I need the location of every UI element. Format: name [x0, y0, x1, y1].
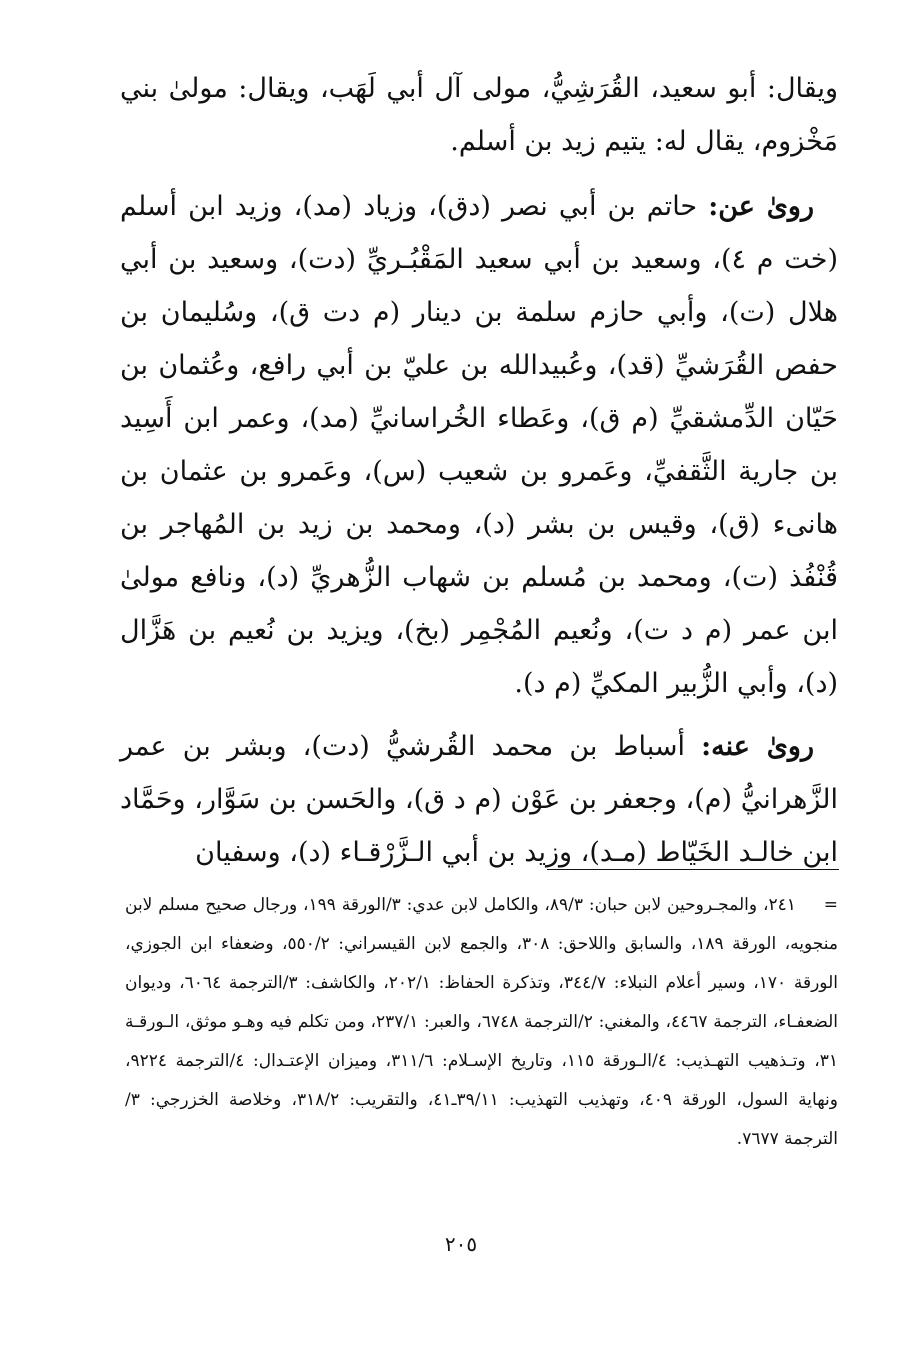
footnote-separator — [547, 869, 839, 870]
paragraph-narrated-by — [120, 720, 838, 879]
narrated-by-label: روىٰ عنه: — [701, 731, 814, 762]
narrated-from-label: روىٰ عن: — [708, 191, 814, 222]
page-number: ٢٠٥ — [444, 1232, 478, 1256]
narrated-by-text: أسباط بن محمد القُرشيُّ (دت)، وبشر بن عمر الزَّهرانيُّ (م)، وجعفر بن عَوْن (م د ق)، والحَسن بن سَوَّار، وحَمَّاد ابن خالـد الخَيّاط (مـد)، وزيد بن أبي الـزَّرْقـاء (د)، وسفيان — [120, 731, 838, 868]
main-text — [120, 62, 838, 879]
narrated-from-text: حاتم بن أبي نصر (دق)، وزياد (مد)، وزيد ابن أسلم (خت م ٤)، وسعيد بن أبي سعيد المَقْبُـريِّ (دت)، وسعيد بن أبي هلال (ت)، وأبي حازم سلمة بن دينار (م دت ق)، وسُليمان بن حفص القُرَشيِّ (قد)، وعُبيدالله بن عليّ بن أبي رافع، وعُثمان بن حَيّان الدِّمشقيِّ (م ق)، وعَطاء الخُراسانيِّ (مد)، وعمر ابن أَسِيد بن جارية الثَّقفيِّ، وعَمرو بن شعيب (س)، وعَمرو بن عثمان بن هانىء (ق)، وقيس بن بشر (د)، ومحمد بن زيد بن المُهاجر بن قُنْفُذ (ت)، ومحمد بن مُسلم بن شهاب الزُّهريِّ (د)، ونافع مولىٰ ابن عمر (م د ت)، ونُعيم المُجْمِر (بخ)، ويزيد بن نُعيم بن هَزَّال (د)، وأبي الزُّبير المكيِّ (م د). — [120, 191, 838, 699]
paragraph-kunya — [120, 62, 838, 168]
footnote-marker: = — [823, 895, 838, 915]
footnote-text: ٢٤١، والمجـروحين لابن حبان: ٨٩/٣، والكامل لابن عدي: ٣/الورقة ١٩٩، ورجال صحيح مسلم لابن منجويه، الورقة ١٨٩، والسابق واللاحق: ٣٠٨، والجمع لابن القيسراني: ٥٥٠/٢، وضعفاء ابن الجوزي، الورقة ١٧٠، وسير أعلام النبلاء: ٣٤٤/٧، وتذكرة الحفاظ: ٢٠٢/١، والكاشف: ٣/الترجمة ٦٠٦٤، وديوان الضعفـاء، الترجمة ٤٤٦٧، والمغني: ٢/الترجمة ٦٧٤٨، والعبر: ٢٣٧/١، ومن تكلم فيه وهـو موثق، الـورقـة ٣١، وتـذهيب التهـذيب: ٤/الـورقة ١١٥، وتاريخ الإسـلام: ٣١١/٦، وميزان الإعتـدال: ٤/الترجمة ٩٢٢٤، ونهاية السول، الورقة ٤٠٩، وتهذيب التهذيب: ٣٩/١١ـ٤١، والتقريب: ٣١٨/٢، وخلاصة الخزرجي: ٣/الترجمة ٧٦٧٧. — [125, 895, 838, 1149]
paragraph-kunya-text: ويقال: أبو سعيد، القُرَشِيُّ، مولى آل أبي لَهَب، ويقال: مولىٰ بني مَخْزوم، يقال له: يتيم زيد بن أسلم. — [120, 73, 838, 157]
footnote — [125, 886, 838, 1159]
paragraph-narrated-from — [120, 180, 838, 710]
